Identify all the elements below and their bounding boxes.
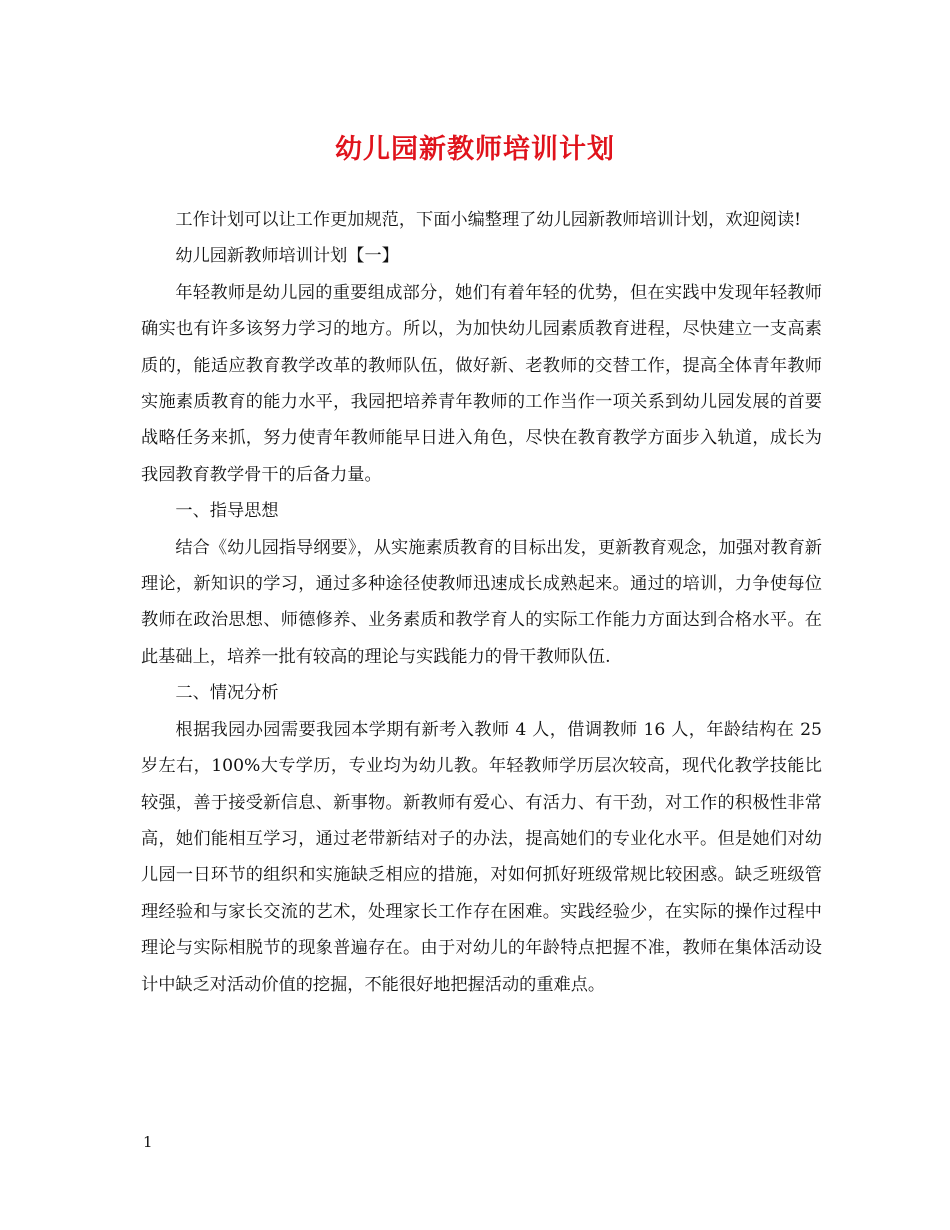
section-heading-guiding-ideas: 一、指导思想 [175,501,279,522]
document-body [141,202,822,1003]
document-title: 幼儿园新教师培训计划 [335,134,615,165]
section-heading-situation-analysis: 二、情况分析 [175,683,279,704]
page-number: 1 [143,1133,153,1151]
intro-paragraph: 工作计划可以让工作更加规范，下面小编整理了幼儿园新教师培训计划，欢迎阅读! [175,210,802,230]
situation-analysis-paragraph: 根据我园办园需要我园本学期有新考入教师 4 人，借调教师 16 人，年龄结构在 25 岁左右，100%大专学历，专业均为幼儿教。年轻教师学历层次较高，现代化教学技能比较强，善于接受新信息、新事物。新教师有爱心、有活力、有干劲，对工作的积极性非常高，她们能相互学习，通过老带新结对子的办法，提高她们的专业化水平。但是她们对幼儿园一日环节的组织和实施缺乏相应的措施，对如何抓好班级常规比较困惑。缺乏班级管理经验和与家长交流的艺术，处理家长工作存在困难。实践经验少，在实际的操作过程中理论与实际相脱节的现象普遍存在。由于对幼儿的年龄特点把握不准，教师在集体活动设计中缺乏对活动价值的挖掘，不能很好地把握活动的重难点。 [141,719,822,995]
section-heading-plan-one: 幼儿园新教师培训计划【一】 [175,246,399,267]
background-paragraph: 年轻教师是幼儿园的重要组成部分，她们有着年轻的优势，但在实践中发现年轻教师确实也有许多该努力学习的地方。所以，为加快幼儿园素质教育进程，尽快建立一支高素质的，能适应教育教学改革的教师队伍，做好新、老教师的交替工作，提高全体青年教师实施素质教育的能力水平，我园把培养青年教师的工作当作一项关系到幼儿园发展的首要战略任务来抓，努力使青年教师能早日进入角色，尽快在教育教学方面步入轨道，成长为我园教育教学骨干的后备力量。 [141,282,822,485]
guiding-ideas-paragraph: 结合《幼儿园指导纲要》，从实施素质教育的目标出发，更新教育观念，加强对教育新理论，新知识的学习，通过多种途径使教师迅速成长成熟起来。通过的培训，力争使每位教师在政治思想、师德修养、业务素质和教学育人的实际工作能力方面达到合格水平。在此基础上，培养一批有较高的理论与实践能力的骨干教师队伍. [141,537,822,667]
